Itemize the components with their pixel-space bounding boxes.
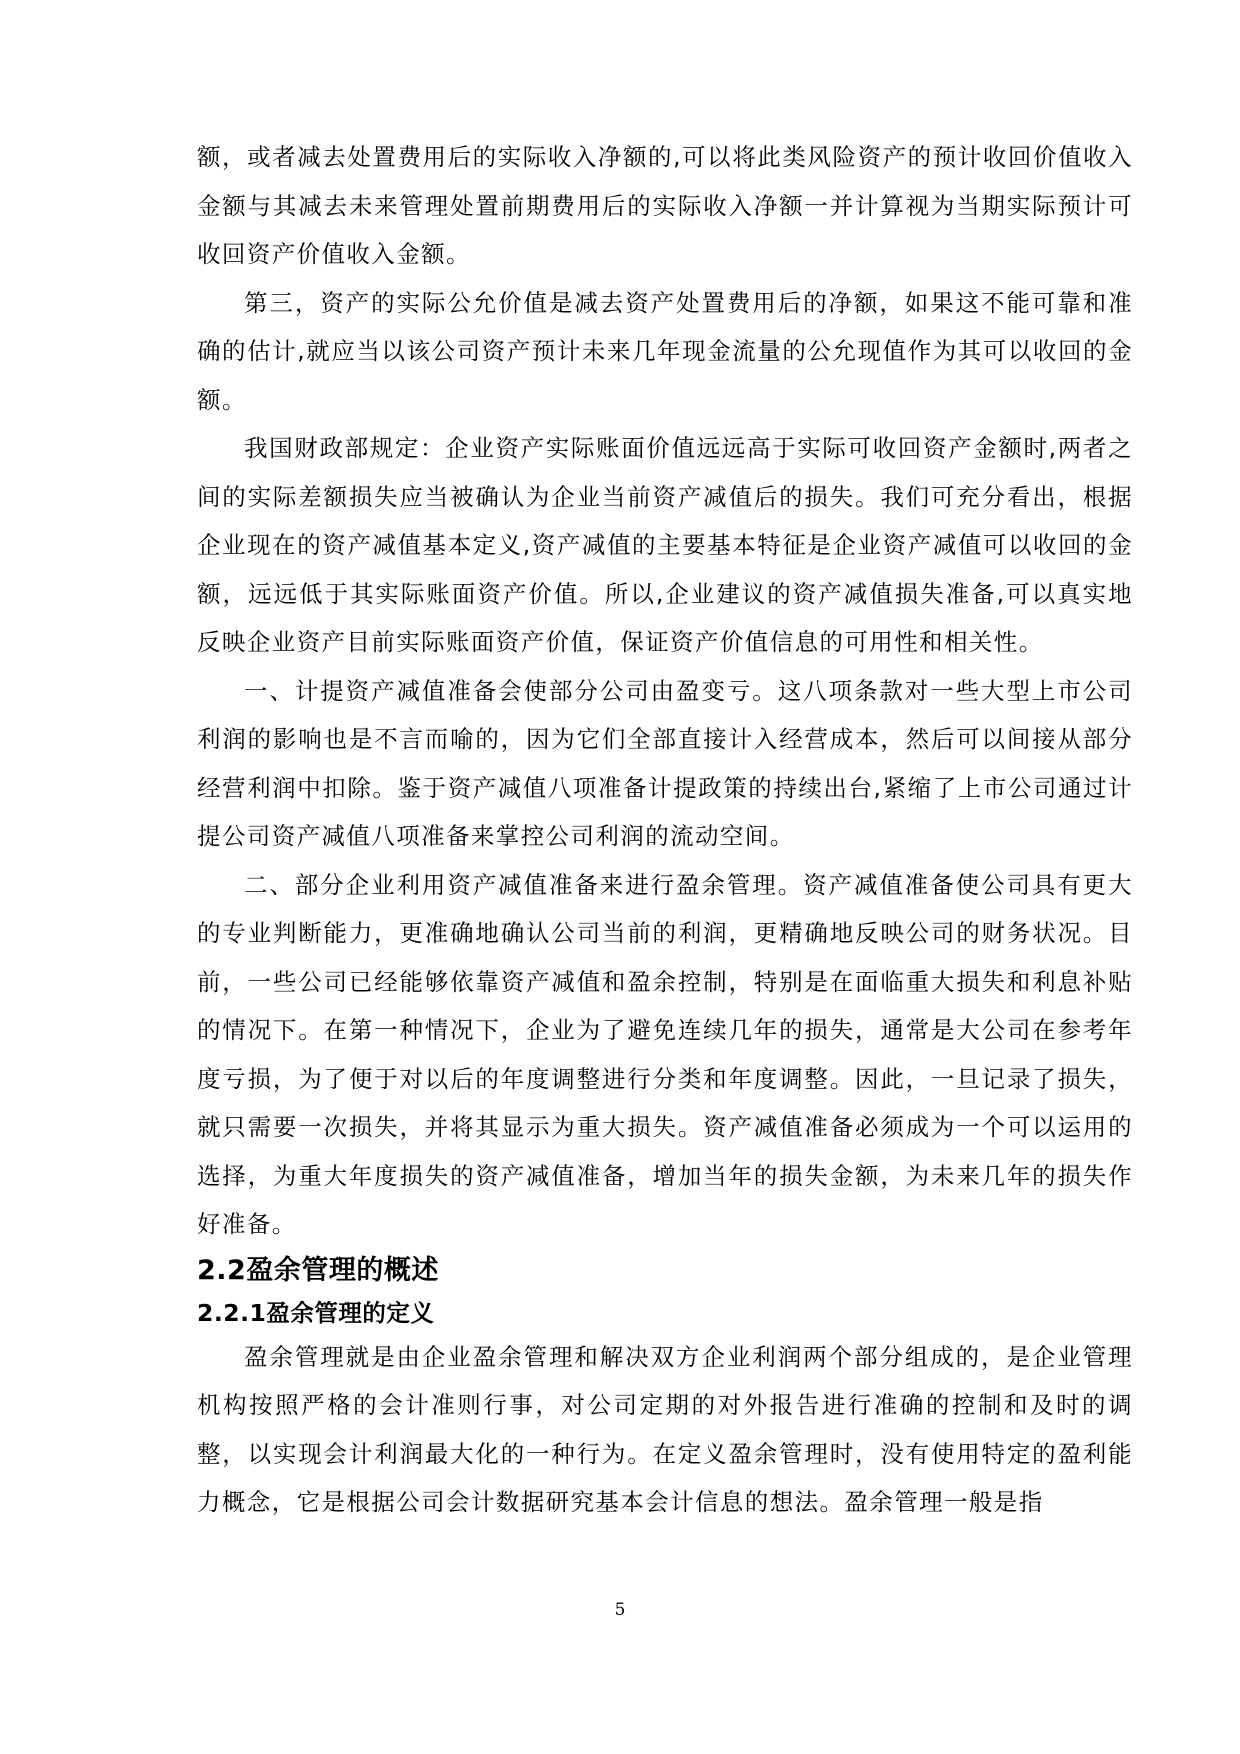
subsection-heading: 2.2.1盈余管理的定义	[197, 1298, 435, 1327]
page-body	[197, 133, 1133, 1527]
body-paragraph: 二、部分企业利用资产减值准备来进行盈余管理。资产减值准备使公司具有更大的专业判断能力，更准确地确认公司当前的利润，更精确地反映公司的财务状况。目前，一些公司已经能够依靠资产减值和盈余控制，特别是在面临重大损失和利息补贴的情况下。在第一种情况下，企业为了避免连续几年的损失，通常是大公司在参考年度亏损，为了便于对以后的年度调整进行分类和年度调整。因此，一旦记录了损失，就只需要一次损失，并将其显示为重大损失。资产减值准备必须成为一个可以运用的选择，为重大年度损失的资产减值准备，增加当年的损失金额，为未来几年的损失作好准备。	[197, 870, 1133, 1238]
body-paragraph: 第三，资产的实际公允价值是减去资产处置费用后的净额，如果这不能可靠和准确的估计,就应当以该公司资产预计未来几年现金流量的公允现值作为其可以收回的金额。	[197, 288, 1133, 414]
page-number: 5	[614, 1600, 626, 1620]
section-heading: 2.2盈余管理的概述	[197, 1254, 439, 1286]
body-paragraph-continued: 额，或者减去处置费用后的实际收入净额的,可以将此类风险资产的预计收回价值收入金额与其减去未来管理处置前期费用后的实际收入净额一并计算视为当期实际预计可收回资产价值收入金额。	[197, 143, 1133, 268]
body-paragraph: 一、计提资产减值准备会使部分公司由盈变亏。这八项条款对一些大型上市公司利润的影响也是不言而喻的，因为它们全部直接计入经营成本，然后可以间接从部分经营利润中扣除。鉴于资产减值八项准备计提政策的持续出台,紧缩了上市公司通过计提公司资产减值八项准备来掌控公司利润的流动空间。	[197, 676, 1133, 850]
body-paragraph: 我国财政部规定：企业资产实际账面价值远远高于实际可收回资产金额时,两者之间的实际差额损失应当被确认为企业当前资产减值后的损失。我们可充分看出，根据企业现在的资产减值基本定义,资产减值的主要基本特征是企业资产减值可以收回的金额，远远低于其实际账面资产价值。所以,企业建议的资产减值损失准备,可以真实地反映企业资产目前实际账面资产价值，保证资产价值信息的可用性和相关性。	[197, 434, 1133, 656]
definition-paragraph: 盈余管理就是由企业盈余管理和解决双方企业利润两个部分组成的，是企业管理机构按照严格的会计准则行事，对公司定期的对外报告进行准确的控制和及时的调整，以实现会计利润最大化的一种行为。在定义盈余管理时，没有使用特定的盈利能力概念，它是根据公司会计数据研究基本会计信息的想法。盈余管理一般是指	[197, 1342, 1133, 1516]
